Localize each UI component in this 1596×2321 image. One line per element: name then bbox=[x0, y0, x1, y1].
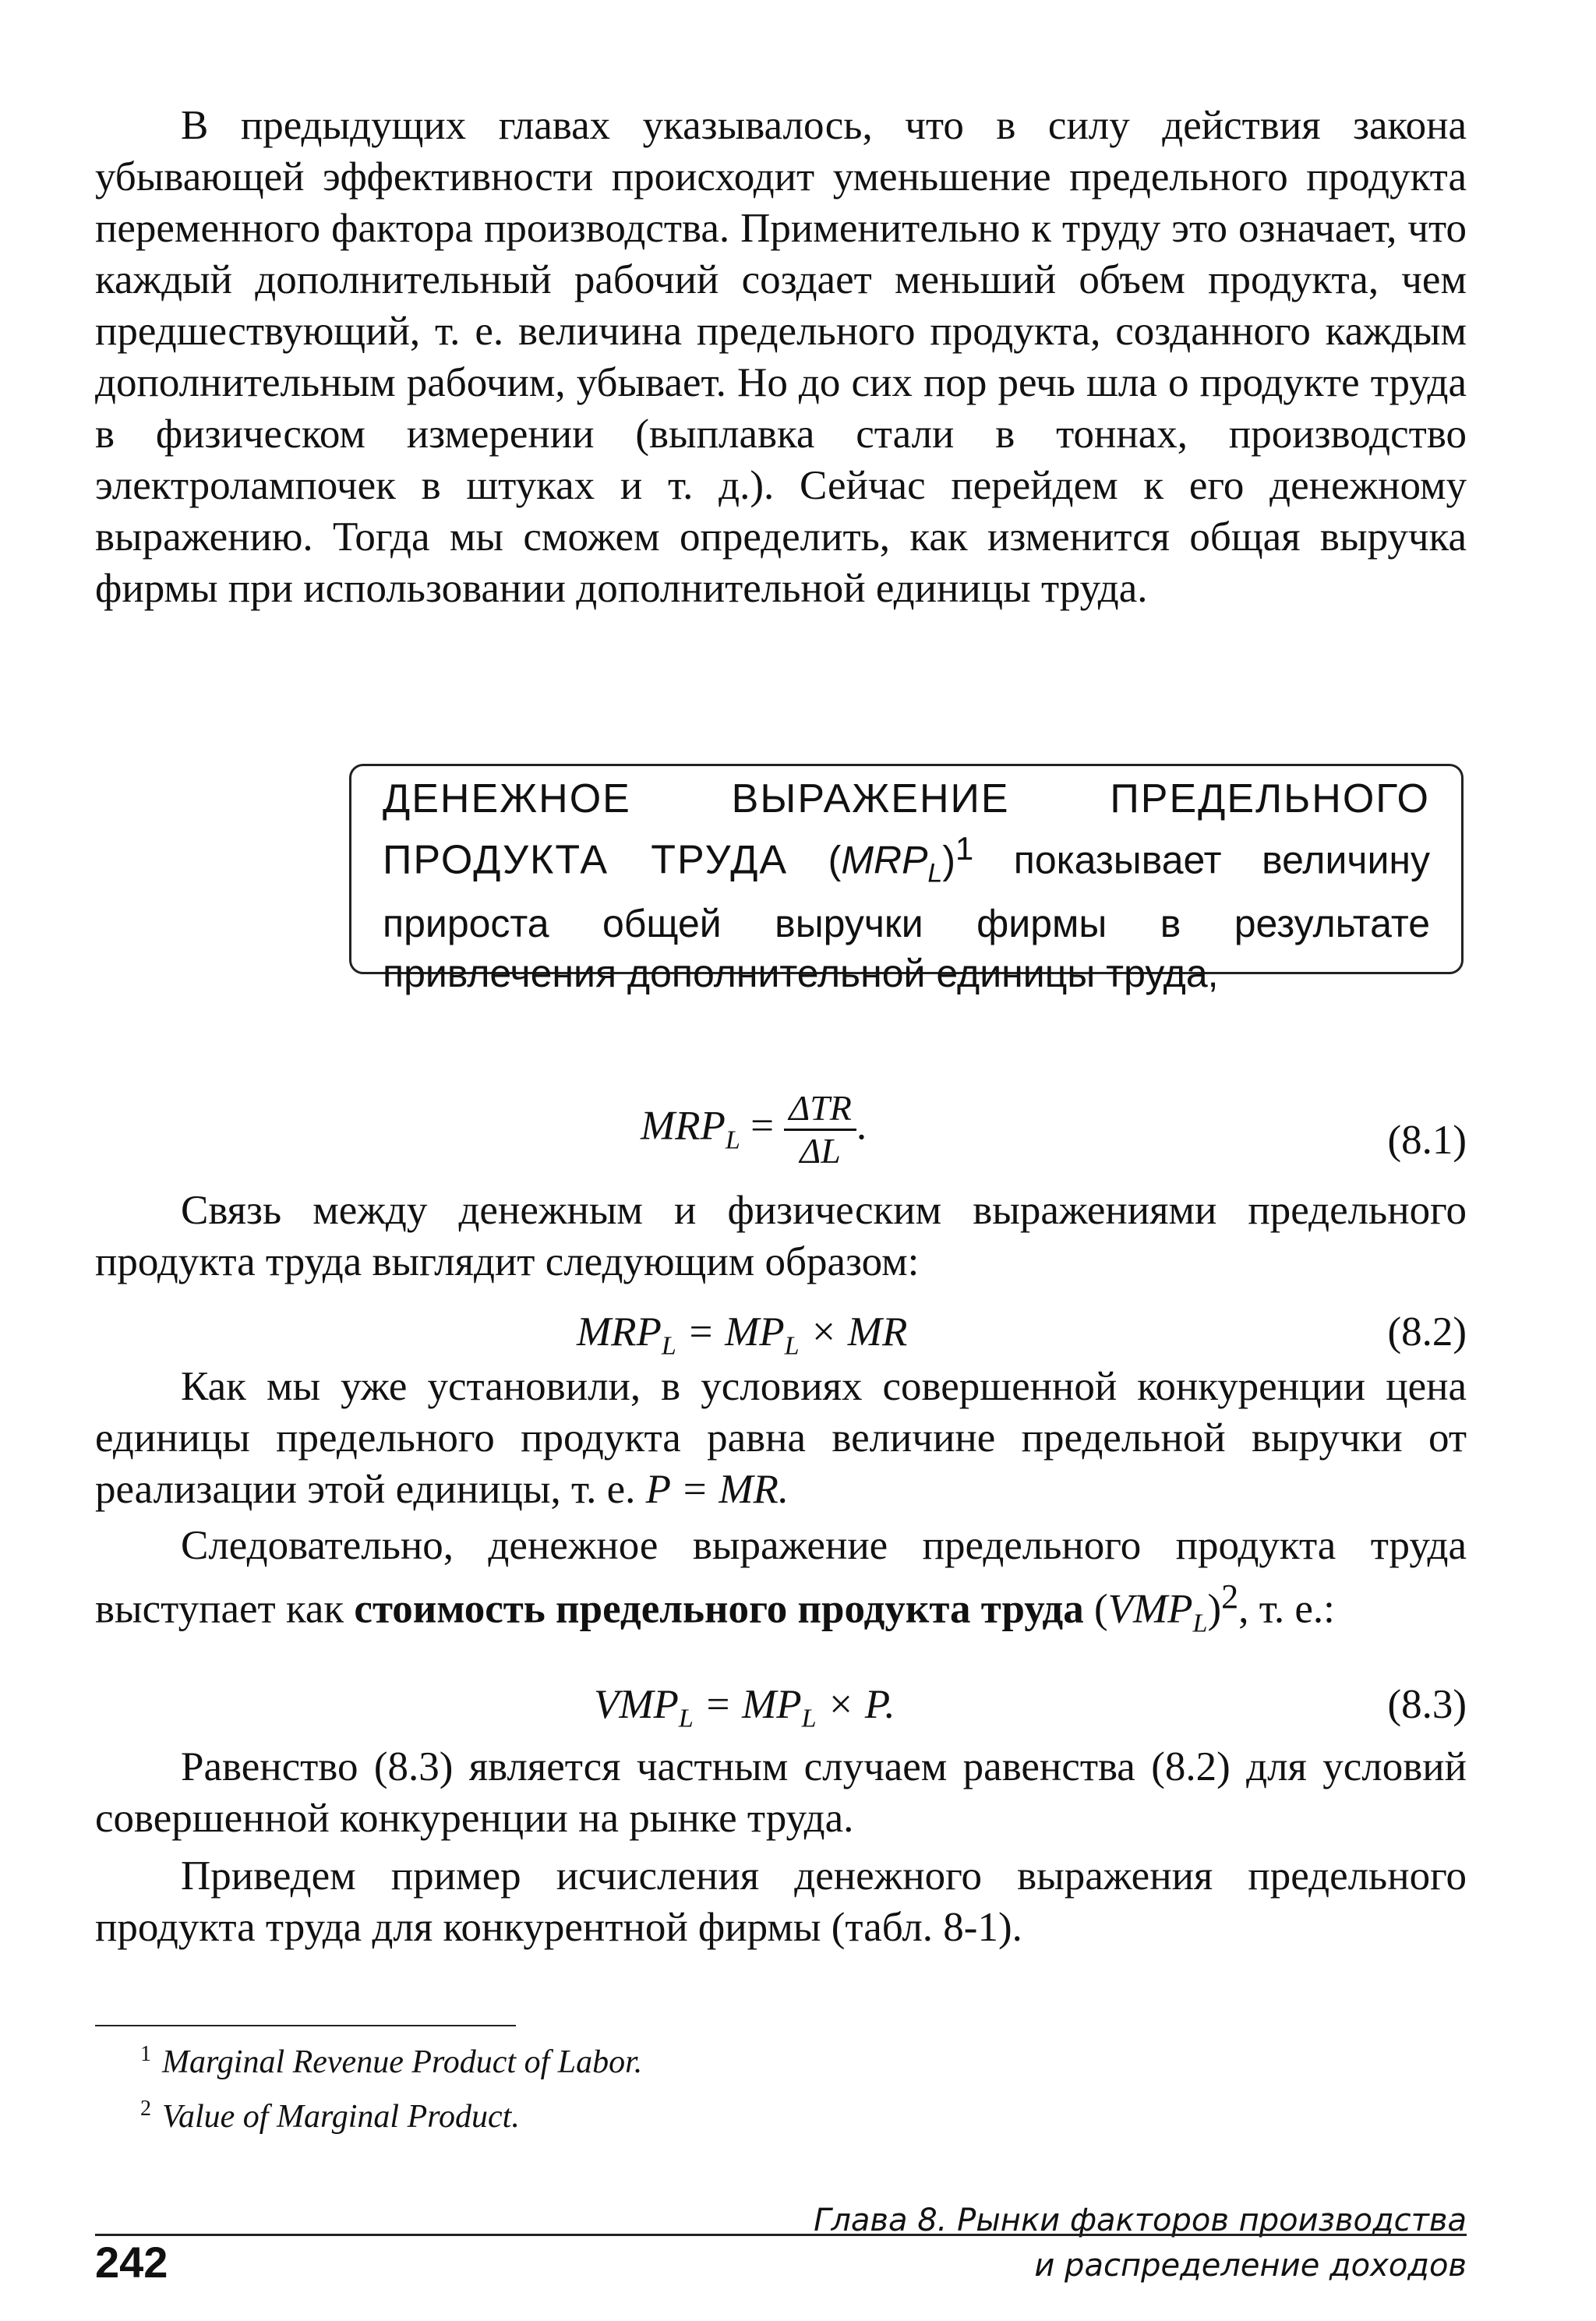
formula-8-3-number: (8.3) bbox=[1387, 1682, 1467, 1727]
paragraph-competition-text: Как мы уже установили, в условиях совершенной конкуренции цена единицы предельного продукта равна величине предельной выручки от реализации этой единицы, т. е. bbox=[95, 1364, 1467, 1512]
paragraph-intro: В предыдущих главах указывалось, что в силу действия закона убывающей эффективности происходит уменьшение предельного продукта переменного фактора производства. Применительно к труду это означает, что каждый дополнительный рабочий создает меньший объем продукта, чем предшествующий, т. е. величина предельного продукта, созданного каждым дополнительным рабочим, убывает. Но до сих пор речь шла о продукте труда в физическом измерении (выплавка стали в тоннах, производство электролампочек в штуках и т. д.). Сейчас перейдем к его денежному выражению. Тогда мы сможем определить, как изменится общая выручка фирмы при использовании дополнительной единицы труда. bbox=[95, 103, 1467, 611]
footnote-2-text: Value of Marginal Product. bbox=[162, 2099, 520, 2135]
footnote-2-mark: 2 bbox=[140, 2097, 151, 2121]
formula-8-3-sub2: L bbox=[801, 1704, 817, 1733]
formula-8-2 bbox=[95, 1306, 1467, 1369]
formula-8-1-numerator: ΔTR bbox=[784, 1088, 856, 1131]
term-vmp: стоимость предельного продукта труда bbox=[354, 1586, 1084, 1632]
vmp-abbr: VMP bbox=[1107, 1586, 1193, 1632]
formula-8-2-sub2: L bbox=[784, 1331, 800, 1361]
footnote-1-mark: 1 bbox=[140, 2042, 151, 2066]
definition-box: ДЕНЕЖНОЕ ВЫРАЖЕНИЕ ПРЕДЕЛЬНОГО ПРОДУКТА ТРУДА $(MRP_L)^1$ показывает величину прироста общей выручки фирмы в результате привлечения дополнительной единицы труда, bbox=[349, 764, 1464, 974]
paragraph-consequently-end: , т. е.: bbox=[1238, 1586, 1335, 1632]
formula-8-3-mid: = MP bbox=[704, 1682, 802, 1727]
formula-8-1-eq: = bbox=[750, 1103, 774, 1149]
paragraph-consequently-text: Следовательно, денежное выражение предельного продукта труда выступает как bbox=[95, 1523, 1467, 1632]
paragraph-competition-formula: P = MR. bbox=[645, 1467, 789, 1512]
formula-8-2-lhs: MRP bbox=[577, 1309, 662, 1355]
definition-abbr: MRP bbox=[841, 838, 928, 882]
paragraph-consequently: Следовательно, денежное выражение предельного продукта труда выступает как стоимость предельного продукта труда $(VMP_L)^2$, т. е.: bbox=[95, 1523, 1467, 1638]
formula-8-3-sub1: L bbox=[678, 1704, 694, 1733]
running-head-line2: и распределение доходов bbox=[1034, 2248, 1467, 2284]
formula-8-1-sub: L bbox=[725, 1125, 740, 1155]
footnote-2 bbox=[140, 2097, 520, 2136]
running-head-line1: Глава 8. Рынки факторов производства bbox=[814, 2203, 1467, 2238]
formula-8-2-mid: = MP bbox=[687, 1309, 785, 1355]
definition-term: ДЕНЕЖНОЕ ВЫРАЖЕНИЕ ПРЕДЕЛЬНОГО ПРОДУКТА ТРУДА bbox=[383, 776, 1430, 883]
formula-8-2-number: (8.2) bbox=[1387, 1309, 1467, 1355]
formula-8-3 bbox=[95, 1679, 1467, 1741]
paragraph-equality: Равенство (8.3) является частным случаем равенства (8.2) для условий совершенной конкуренции на рынке труда. bbox=[95, 1744, 1467, 1841]
paragraph-relation: Связь между денежным и физическим выражениями предельного продукта труда выглядит следующим образом: bbox=[95, 1188, 1467, 1284]
formula-8-1-end: . bbox=[856, 1103, 867, 1149]
formula-8-3-lhs: VMP bbox=[594, 1682, 679, 1727]
footnote-ref-1: 1 bbox=[955, 830, 974, 867]
formula-8-1-lhs: MRP bbox=[641, 1103, 726, 1149]
formula-8-3-rhs: × P. bbox=[826, 1682, 895, 1727]
formula-8-2-sub1: L bbox=[661, 1331, 676, 1361]
paragraph-competition bbox=[95, 1361, 1467, 1515]
formula-8-2-rhs: × MR bbox=[809, 1309, 908, 1355]
formula-8-1-fraction bbox=[784, 1088, 856, 1171]
formula-8-1-denominator: ΔL bbox=[800, 1131, 841, 1171]
footnote-1 bbox=[140, 2042, 642, 2081]
paragraph-example: Приведем пример исчисления денежного выражения предельного продукта труда для конкурентной фирмы (табл. 8-1). bbox=[95, 1853, 1467, 1950]
page-number: 242 bbox=[95, 2238, 168, 2287]
footnote-ref-2: 2 bbox=[1221, 1577, 1239, 1616]
definition-text: показывает величину прироста общей выручки фирмы в результате привлечения дополнительной единицы труда, bbox=[383, 838, 1430, 995]
vmp-abbr-sub: L bbox=[1192, 1609, 1208, 1638]
footnote-1-text: Marginal Revenue Product of Labor. bbox=[162, 2044, 643, 2080]
running-head-rule bbox=[95, 2234, 1467, 2236]
definition-abbr-sub: L bbox=[927, 858, 943, 888]
running-head bbox=[765, 2198, 1467, 2288]
footnote-divider bbox=[95, 2025, 516, 2026]
formula-8-1-number: (8.1) bbox=[1387, 1118, 1467, 1163]
